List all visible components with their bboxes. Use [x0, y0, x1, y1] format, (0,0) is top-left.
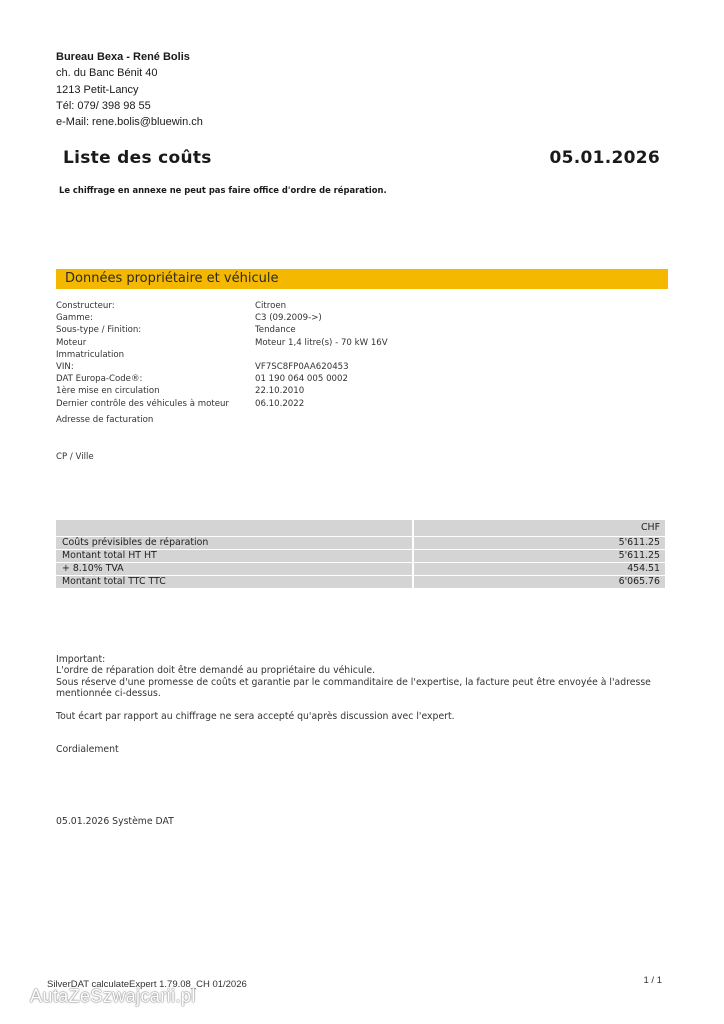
- table-row: [56, 550, 665, 563]
- notes-line-1: L'ordre de réparation doit être demandé au propriétaire du véhicule.: [56, 665, 376, 677]
- cost-label: Coûts prévisibles de réparation: [56, 537, 413, 550]
- vehicle-value: 22.10.2010: [255, 386, 305, 397]
- costs-header-row: [56, 520, 665, 537]
- table-row: [56, 537, 665, 550]
- vehicle-value: 01 190 064 005 0002: [255, 374, 348, 385]
- vehicle-row: [56, 312, 388, 324]
- page-number: 1 / 1: [643, 975, 662, 986]
- system-signature: 05.01.2026 Système DAT: [56, 816, 174, 827]
- billing-address-label: Adresse de facturation: [56, 415, 154, 425]
- watermark: AutaZeSzwajcarii.pl: [30, 986, 196, 1006]
- table-row: [56, 576, 665, 589]
- vehicle-data: [56, 300, 388, 410]
- vehicle-value: Moteur 1,4 litre(s) - 70 kW 16V: [255, 337, 388, 348]
- vehicle-label: DAT Europa-Code®:: [56, 374, 143, 385]
- costs-currency: CHF: [413, 520, 665, 537]
- sender-city: 1213 Petit-Lancy: [56, 83, 139, 96]
- cost-value: 6'065.76: [413, 576, 665, 589]
- vehicle-row: [56, 337, 388, 349]
- vehicle-row: [56, 300, 388, 312]
- footer-software: SilverDAT calculateExpert 1.79.08_CH 01/2026: [47, 979, 247, 990]
- table-row: [56, 563, 665, 576]
- vehicle-row: [56, 385, 388, 397]
- sender-phone: Tél: 079/ 398 98 55: [56, 99, 151, 112]
- sender-street: ch. du Banc Bénit 40: [56, 67, 158, 80]
- greeting: Cordialement: [56, 744, 119, 755]
- notes-block: [56, 654, 666, 722]
- vehicle-value: 06.10.2022: [255, 398, 305, 409]
- cost-label: Montant total TTC TTC: [56, 576, 413, 589]
- vehicle-value: VF7SC8FP0AA620453: [255, 361, 349, 372]
- vehicle-label: Gamme:: [56, 313, 93, 324]
- section-title: Données propriétaire et véhicule: [65, 271, 279, 286]
- page-title: Liste des coûts: [63, 148, 212, 168]
- section-header-bar: [56, 269, 668, 289]
- cost-value: 454.51: [413, 563, 665, 576]
- vehicle-value: C3 (09.2009->): [255, 313, 322, 324]
- document-date: 05.01.2026: [549, 148, 660, 168]
- vehicle-row: [56, 324, 388, 336]
- vehicle-row: [56, 398, 388, 410]
- vehicle-row: [56, 373, 388, 385]
- disclaimer: Le chiffrage en annexe ne peut pas faire office d'ordre de réparation.: [59, 185, 387, 195]
- sender-block: [56, 49, 203, 130]
- cost-value: 5'611.25: [413, 550, 665, 563]
- cost-value: 5'611.25: [413, 537, 665, 550]
- vehicle-row: [56, 361, 388, 373]
- sender-email: e-Mail: rene.bolis@bluewin.ch: [56, 116, 203, 129]
- vehicle-label: Moteur: [56, 337, 87, 348]
- notes-important: Important:: [56, 654, 106, 665]
- cost-label: Montant total HT HT: [56, 550, 413, 563]
- vehicle-label: 1ère mise en circulation: [56, 386, 160, 397]
- notes-line-2: Sous réserve d'une promesse de coûts et garantie par le commanditaire de l'expertise, la facture peut être envoyée à l'adresse mentionnée ci-dessus.: [56, 676, 651, 700]
- notes-line-3: Tout écart par rapport au chiffrage ne sera accepté qu'après discussion avec l'expert.: [56, 710, 455, 722]
- vehicle-label: Sous-type / Finition:: [56, 325, 142, 336]
- costs-table: [56, 520, 665, 589]
- vehicle-value: Tendance: [255, 325, 296, 336]
- vehicle-label: VIN:: [56, 361, 74, 372]
- costs-header-label: [56, 520, 413, 537]
- cost-label: + 8.10% TVA: [56, 563, 413, 576]
- vehicle-label: Constructeur:: [56, 301, 115, 311]
- vehicle-label: Dernier contrôle des véhicules à moteur: [56, 398, 229, 409]
- vehicle-row: [56, 349, 388, 361]
- vehicle-label: Immatriculation: [56, 349, 125, 360]
- billing-city-label: CP / Ville: [56, 452, 94, 462]
- vehicle-value: Citroen: [255, 301, 287, 311]
- sender-name: Bureau Bexa - René Bolis: [56, 51, 190, 63]
